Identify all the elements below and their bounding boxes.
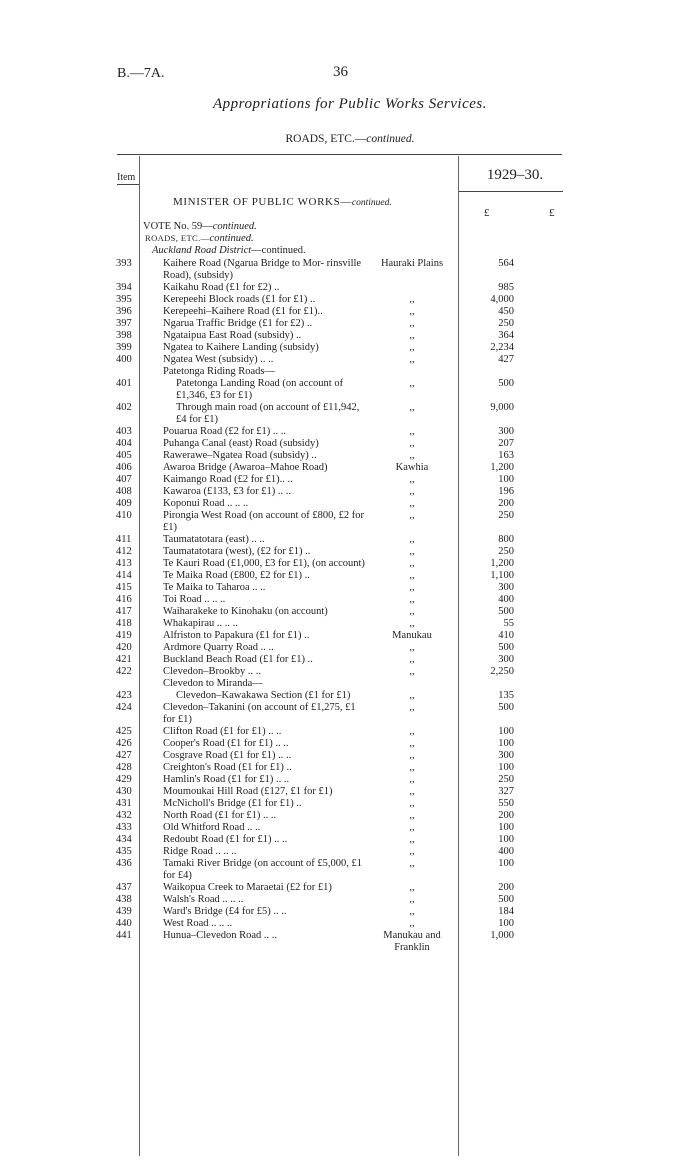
road-district: ,, <box>409 690 415 701</box>
amount: 200 <box>498 882 514 893</box>
road-district: ,, <box>409 654 415 665</box>
road-district: ,, <box>409 834 415 845</box>
item-number: 431 <box>116 798 132 809</box>
item-description: Clevedon–Takanini (on account of £1,275, £1 for £1) <box>163 702 356 725</box>
district-text: Auckland Road District <box>152 245 252 256</box>
amount: 300 <box>498 750 514 761</box>
item-number: 426 <box>116 738 132 749</box>
road-district: Manukau <box>392 630 432 641</box>
item-number: 416 <box>116 594 132 605</box>
item-description: Te Maika to Taharoa .. .. <box>163 582 266 593</box>
road-district: ,, <box>409 438 415 449</box>
item-number: 407 <box>116 474 132 485</box>
road-district: ,, <box>409 474 415 485</box>
road-district: ,, <box>409 582 415 593</box>
amount: 200 <box>498 810 514 821</box>
item-column-header: Item <box>117 172 136 183</box>
item-number: 427 <box>116 750 132 761</box>
road-district: ,, <box>409 822 415 833</box>
road-district: ,, <box>409 858 415 869</box>
amount: 500 <box>498 894 514 905</box>
district-continued: —continued. <box>251 245 306 256</box>
road-district: ,, <box>409 510 415 521</box>
item-description: Kaimango Road (£2 for £1).. .. <box>163 474 293 485</box>
item-number: 414 <box>116 570 132 581</box>
item-description: Ridge Road .. .. .. <box>163 846 237 857</box>
item-description: Puhanga Canal (east) Road (subsidy) <box>163 438 319 449</box>
amount: 1,200 <box>490 462 514 473</box>
road-district: Manukau and Franklin <box>383 930 441 953</box>
item-number: 411 <box>116 534 132 545</box>
currency-symbol-2: £ <box>549 207 555 219</box>
road-district: ,, <box>409 894 415 905</box>
item-description: Rawerawe–Ngatea Road (subsidy) .. <box>163 450 317 461</box>
item-description: Ngataipua East Road (subsidy) .. <box>163 330 302 341</box>
roads-continued: continued. <box>209 233 254 244</box>
item-number: 420 <box>116 642 132 653</box>
amount: 300 <box>498 426 514 437</box>
item-number: 421 <box>116 654 132 665</box>
amount: 207 <box>498 438 514 449</box>
amount: 564 <box>498 258 514 269</box>
item-number: 430 <box>116 786 132 797</box>
item-number: 404 <box>116 438 132 449</box>
road-district: ,, <box>409 642 415 653</box>
item-number: 432 <box>116 810 132 821</box>
document-reference: B.—7A. <box>117 66 165 81</box>
item-description: Ward's Bridge (£4 for £5) .. .. <box>163 906 287 917</box>
road-district: Hauraki Plains <box>380 258 444 269</box>
ministry-heading <box>173 196 392 208</box>
item-number: 424 <box>116 702 132 713</box>
amount: 250 <box>498 774 514 785</box>
road-district: Kawhia <box>395 462 429 473</box>
item-number: 395 <box>116 294 132 305</box>
amount: 450 <box>498 306 514 317</box>
amount: 364 <box>498 330 514 341</box>
road-district: ,, <box>409 450 415 461</box>
item-number: 410 <box>116 510 132 521</box>
item-description: Kaihere Road (Ngarua Bridge to Mor- rinsville Road), (subsidy) <box>163 258 362 281</box>
amount: 100 <box>498 762 514 773</box>
item-description: Clevedon–Kawakawa Section (£1 for £1) <box>176 690 351 701</box>
amount: 1,000 <box>490 930 514 941</box>
item-description: Ardmore Quarry Road .. .. <box>163 642 274 653</box>
item-number: 398 <box>116 330 132 341</box>
amount: 250 <box>498 318 514 329</box>
item-number: 440 <box>116 918 132 929</box>
amount: 100 <box>498 738 514 749</box>
item-number: 396 <box>116 306 132 317</box>
item-description: Through main road (on account of £11,942, £4 for £1) <box>176 402 360 425</box>
ministry-text: MINISTER OF PUBLIC WORKS— <box>173 196 352 208</box>
road-district: ,, <box>409 882 415 893</box>
item-description: Pouarua Road (£2 for £1) .. .. <box>163 426 287 437</box>
roads-line <box>145 233 254 244</box>
road-district: ,, <box>409 570 415 581</box>
amount: 500 <box>498 702 514 713</box>
amount: 196 <box>498 486 514 497</box>
road-district: ,, <box>409 318 415 329</box>
section-title-continued: continued. <box>366 133 415 145</box>
amount: 427 <box>498 354 514 365</box>
item-description: Ngatea West (subsidy) .. .. <box>163 354 274 365</box>
road-district: ,, <box>409 294 415 305</box>
amount: 100 <box>498 474 514 485</box>
item-number: 418 <box>116 618 132 629</box>
item-number: 399 <box>116 342 132 353</box>
item-description: Kerepeehi Block roads (£1 for £1) .. <box>163 294 316 305</box>
road-district: ,, <box>409 810 415 821</box>
road-district: ,, <box>409 774 415 785</box>
item-number: 394 <box>116 282 132 293</box>
amount: 100 <box>498 726 514 737</box>
road-district: ,, <box>409 378 415 389</box>
road-district: ,, <box>409 606 415 617</box>
amount: 4,000 <box>490 294 514 305</box>
road-district: ,, <box>409 846 415 857</box>
amount: 250 <box>498 510 514 521</box>
amount: 327 <box>498 786 514 797</box>
item-number: 403 <box>116 426 132 437</box>
item-description: Old Whitford Road .. .. <box>163 822 261 833</box>
item-description: Cosgrave Road (£1 for £1) .. .. <box>163 750 292 761</box>
year-rule <box>459 191 563 192</box>
item-number: 422 <box>116 666 132 677</box>
item-number: 417 <box>116 606 132 617</box>
road-district: ,, <box>409 666 415 677</box>
vote-continued: continued. <box>212 221 257 232</box>
road-district: ,, <box>409 750 415 761</box>
item-description: Whakapirau .. .. .. <box>163 618 238 629</box>
item-number: 406 <box>116 462 132 473</box>
item-description: Hamlin's Road (£1 for £1) .. .. <box>163 774 290 785</box>
amount: 55 <box>503 618 514 629</box>
road-district: ,, <box>409 558 415 569</box>
amount: 100 <box>498 918 514 929</box>
road-district: ,, <box>409 702 415 713</box>
item-description: Clifton Road (£1 for £1) .. .. <box>163 726 282 737</box>
item-number: 419 <box>116 630 132 641</box>
item-description: Patetonga Landing Road (on account of £1,346, £3 for £1) <box>176 378 344 401</box>
item-number: 439 <box>116 906 132 917</box>
item-number: 397 <box>116 318 132 329</box>
road-district: ,, <box>409 738 415 749</box>
item-description: Patetonga Riding Roads— <box>163 366 275 377</box>
amount: 985 <box>498 282 514 293</box>
item-number: 415 <box>116 582 132 593</box>
page-number: 36 <box>333 64 348 80</box>
top-rule <box>117 154 562 155</box>
item-description: Ngatea to Kaihere Landing (subsidy) <box>163 342 319 353</box>
item-description: Te Kauri Road (£1,000, £3 for £1), (on account) <box>163 558 365 569</box>
item-description: Moumoukai Hill Road (£127, £1 for £1) <box>163 786 333 797</box>
item-description: McNicholl's Bridge (£1 for £1) .. <box>163 798 302 809</box>
item-description: Taumatatotara (east) .. .. <box>163 534 265 545</box>
amount: 9,000 <box>490 402 514 413</box>
item-description: Clevedon–Brookby .. .. <box>163 666 261 677</box>
amount: 250 <box>498 546 514 557</box>
item-number: 441 <box>116 930 132 941</box>
amount: 184 <box>498 906 514 917</box>
item-description: Kawaroa (£133, £3 for £1) .. .. <box>163 486 292 497</box>
item-description: Pirongia West Road (on account of £800, £2 for £1) <box>163 510 365 533</box>
amount: 300 <box>498 654 514 665</box>
item-description: Waikopua Creek to Maraetai (£2 for £1) <box>163 882 332 893</box>
item-description: West Road .. .. .. <box>163 918 233 929</box>
amount: 100 <box>498 858 514 869</box>
item-description: Tamaki River Bridge (on account of £5,000, £1 for £4) <box>163 858 363 881</box>
amount: 800 <box>498 534 514 545</box>
item-number: 425 <box>116 726 132 737</box>
item-number: 434 <box>116 834 132 845</box>
item-column-divider <box>139 156 140 1156</box>
item-number: 413 <box>116 558 132 569</box>
road-district: ,, <box>409 726 415 737</box>
item-number: 436 <box>116 858 132 869</box>
amount: 2,250 <box>490 666 514 677</box>
amount: 500 <box>498 606 514 617</box>
amount-column-divider <box>458 156 459 1156</box>
item-number: 401 <box>116 378 132 389</box>
amount: 2,234 <box>490 342 514 353</box>
vote-line <box>143 221 257 232</box>
road-district: ,, <box>409 798 415 809</box>
road-district: ,, <box>409 918 415 929</box>
amount: 300 <box>498 582 514 593</box>
item-number: 405 <box>116 450 132 461</box>
ministry-continued: continued. <box>351 198 392 208</box>
amount: 410 <box>498 630 514 641</box>
item-description: Koponui Road .. .. .. <box>163 498 249 509</box>
item-description: Toi Road .. .. .. <box>163 594 226 605</box>
item-number: 433 <box>116 822 132 833</box>
item-number: 402 <box>116 402 132 413</box>
item-number: 437 <box>116 882 132 893</box>
page-title: Appropriations for Public Works Services. <box>213 96 487 112</box>
item-description: Creighton's Road (£1 for £1) .. <box>163 762 292 773</box>
item-description: Buckland Beach Road (£1 for £1) .. <box>163 654 313 665</box>
section-title-text: ROADS, ETC.— <box>285 133 367 145</box>
item-description: Ngarua Traffic Bridge (£1 for £2) .. <box>163 318 313 329</box>
amount: 500 <box>498 378 514 389</box>
item-number: 409 <box>116 498 132 509</box>
item-description: Walsh's Road .. .. .. <box>163 894 244 905</box>
road-district: ,, <box>409 354 415 365</box>
road-district: ,, <box>409 594 415 605</box>
item-number: 393 <box>116 258 132 269</box>
item-number: 408 <box>116 486 132 497</box>
item-description: Clevedon to Miranda— <box>163 678 263 689</box>
amount: 500 <box>498 642 514 653</box>
district-line <box>152 245 306 256</box>
road-district: ,, <box>409 486 415 497</box>
amount: 1,200 <box>490 558 514 569</box>
item-description: Redoubt Road (£1 for £1) .. .. <box>163 834 288 845</box>
road-district: ,, <box>409 342 415 353</box>
item-description: Waiharakeke to Kinohaku (on account) <box>163 606 328 617</box>
amount: 400 <box>498 594 514 605</box>
amount: 100 <box>498 834 514 845</box>
currency-symbol-1: £ <box>484 207 490 219</box>
amount: 135 <box>498 690 514 701</box>
amount: 163 <box>498 450 514 461</box>
amount: 1,100 <box>490 570 514 581</box>
amount: 550 <box>498 798 514 809</box>
amount: 200 <box>498 498 514 509</box>
road-district: ,, <box>409 426 415 437</box>
vote-text: VOTE No. 59— <box>143 221 213 232</box>
roads-text: ROADS, ETC.— <box>145 233 210 243</box>
year-column-header: 1929–30. <box>486 167 544 183</box>
item-description: Awaroa Bridge (Awaroa–Mahoe Road) <box>163 462 328 473</box>
item-number: 429 <box>116 774 132 785</box>
item-number: 435 <box>116 846 132 857</box>
amount: 400 <box>498 846 514 857</box>
item-description: Te Maika Road (£800, £2 for £1) .. <box>163 570 310 581</box>
item-number: 412 <box>116 546 132 557</box>
item-description: Cooper's Road (£1 for £1) .. .. <box>163 738 289 749</box>
amount: 100 <box>498 822 514 833</box>
road-district: ,, <box>409 786 415 797</box>
item-description: Kerepeehi–Kaihere Road (£1 for £1).. <box>163 306 323 317</box>
item-number: 400 <box>116 354 132 365</box>
road-district: ,, <box>409 762 415 773</box>
item-description: Hunua–Clevedon Road .. .. <box>163 930 278 941</box>
item-number: 423 <box>116 690 132 701</box>
road-district: ,, <box>409 402 415 413</box>
road-district: ,, <box>409 906 415 917</box>
item-number: 438 <box>116 894 132 905</box>
road-district: ,, <box>409 546 415 557</box>
item-description: Alfriston to Papakura (£1 for £1) .. <box>163 630 310 641</box>
item-description: North Road (£1 for £1) .. .. <box>163 810 277 821</box>
item-description: Taumatatotara (west), (£2 for £1) .. <box>163 546 311 557</box>
item-description: Kaikahu Road (£1 for £2) .. <box>163 282 280 293</box>
section-title <box>0 133 700 145</box>
road-district: ,, <box>409 306 415 317</box>
road-district: ,, <box>409 498 415 509</box>
road-district: ,, <box>409 534 415 545</box>
item-number: 428 <box>116 762 132 773</box>
road-district: ,, <box>409 618 415 629</box>
header-rule <box>117 184 139 185</box>
road-district: ,, <box>409 330 415 341</box>
